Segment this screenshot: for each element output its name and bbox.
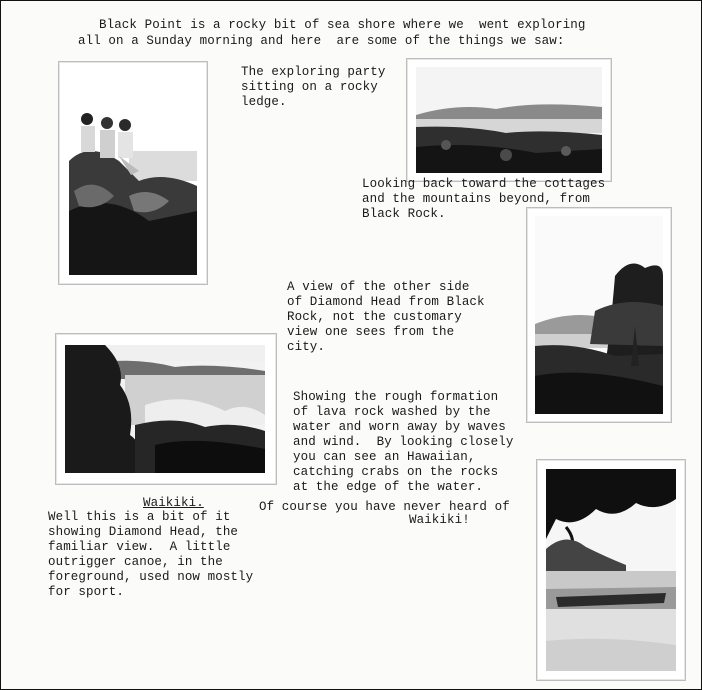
caption-diamond-head-4: view one sees from the (287, 325, 455, 339)
caption-never-heard-2: Waikiki! (409, 513, 470, 527)
intro-line-2: all on a Sunday morning and here are some of the things we saw: (78, 34, 565, 48)
caption-waikiki-5: foreground, used now mostly (48, 570, 254, 584)
photo-diamond-head-back (526, 207, 672, 423)
photo-cottages-mountains-image (416, 67, 602, 173)
photo-waikiki-canoe-image (546, 469, 676, 671)
photo-exploring-party-image (69, 71, 197, 275)
caption-rough-5: you can see an Hawaiian, (293, 450, 476, 464)
photo-cottages-mountains (406, 58, 612, 182)
intro-line-1: Black Point is a rocky bit of sea shore where we went exploring (99, 18, 586, 32)
caption-diamond-head-5: city. (287, 340, 326, 354)
caption-waikiki-6: for sport. (48, 585, 125, 599)
caption-party-1: The exploring party (241, 65, 386, 79)
caption-waikiki-3: familiar view. A little (48, 540, 231, 554)
photo-lava-rock-waves-image (65, 345, 265, 473)
caption-diamond-head-2: of Diamond Head from Black (287, 295, 485, 309)
caption-rough-6: catching crabs on the rocks (293, 465, 499, 479)
caption-waikiki-2: showing Diamond Head, the (48, 525, 239, 539)
caption-rough-3: water and worn away by waves (293, 420, 506, 434)
caption-rough-2: of lava rock washed by the (293, 405, 491, 419)
photo-diamond-head-back-image (535, 216, 663, 414)
caption-looking-back-2: and the mountains beyond, from (362, 192, 591, 206)
photo-exploring-party (58, 61, 208, 285)
caption-rough-7: at the edge of the water. (293, 480, 484, 494)
caption-waikiki-4: outrigger canoe, in the (48, 555, 223, 569)
caption-party-3: ledge. (241, 95, 287, 109)
caption-rough-4: and wind. By looking closely (293, 435, 514, 449)
caption-diamond-head-1: A view of the other side (287, 280, 470, 294)
caption-never-heard-1: Of course you have never heard of (259, 500, 510, 514)
caption-looking-back-3: Black Rock. (362, 207, 446, 221)
caption-rough-1: Showing the rough formation (293, 390, 499, 404)
caption-party-2: sitting on a rocky (241, 80, 378, 94)
caption-waikiki-1: Well this is a bit of it (48, 510, 231, 524)
caption-looking-back-1: Looking back toward the cottages (362, 177, 606, 191)
photo-lava-rock-waves (55, 333, 277, 485)
caption-waikiki-heading: Waikiki. (143, 496, 204, 510)
photo-waikiki-canoe (536, 459, 686, 681)
caption-diamond-head-3: Rock, not the customary (287, 310, 462, 324)
